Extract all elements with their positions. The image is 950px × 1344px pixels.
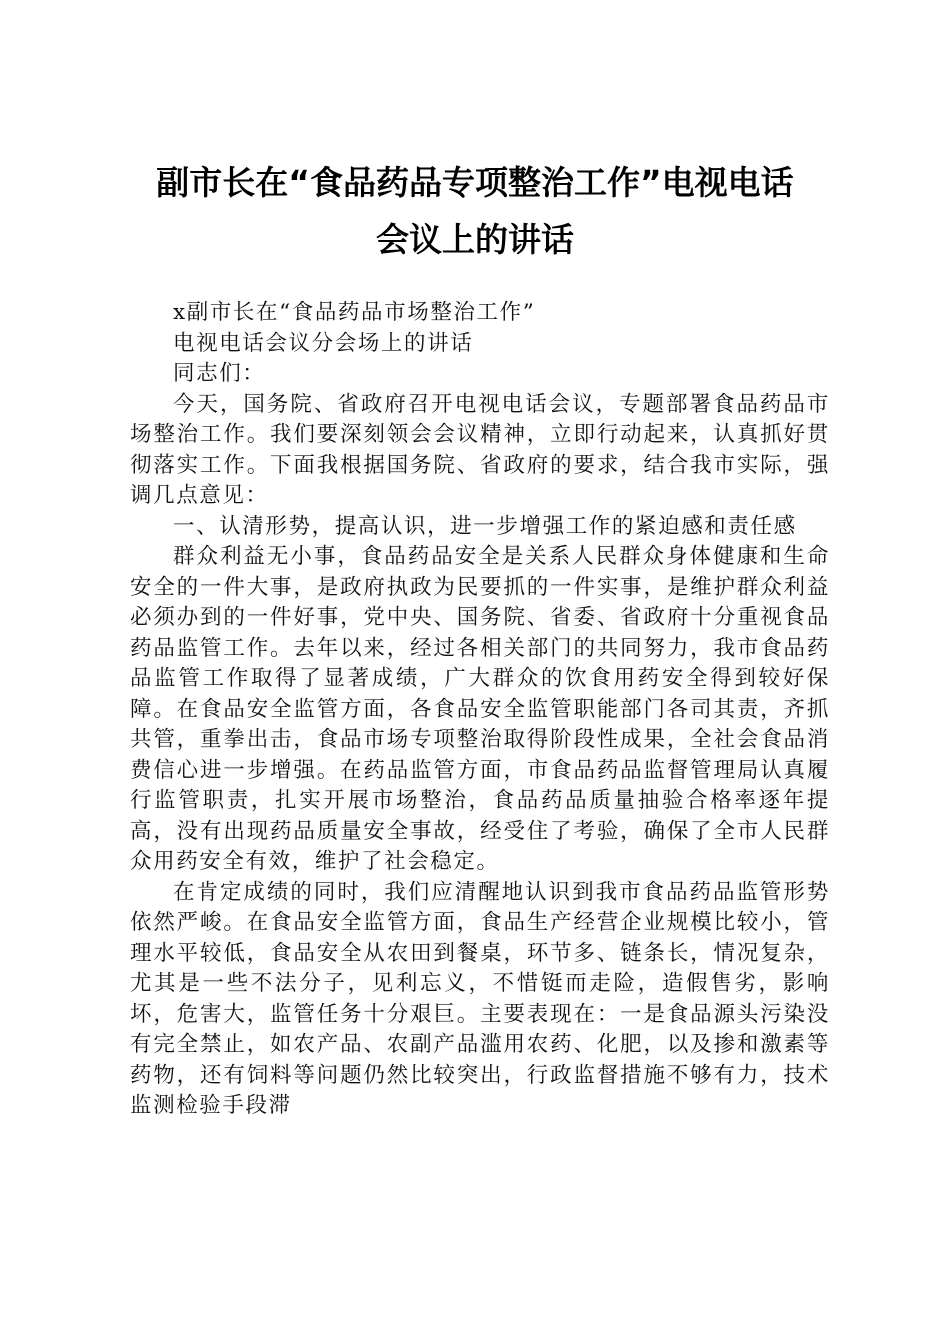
document-title-line2: 会议上的讲话	[376, 220, 574, 259]
document-title-line1: 副市长在“食品药品专项整治工作”电视电话	[156, 163, 794, 202]
subtitle-line1: x副市长在“食品药品市场整治工作”	[173, 300, 536, 325]
section-heading: 一、认清形势，提高认识，进一步增强工作的紧迫感和责任感	[173, 513, 797, 539]
document-body	[130, 298, 830, 1122]
body-paragraph: 在肯定成绩的同时，我们应清醒地认识到我市食品药品监管形势依然严峻。在食品安全监管方面，食品生产经营企业规模比较小，管理水平较低，食品安全从农田到餐桌，环节多、链条长，情况复杂，尤其是一些不法分子，见利忘义，不惜铤而走险，造假售劣，影响坏，危害大，监管任务十分艰巨。主要表现在：一是食品源头污染没有完全禁止，如农产品、农副产品滥用农药、化肥，以及掺和激素等药物，还有饲料等问题仍然比较突出，行政监督措施不够有力，技术监测检验手段滞	[130, 879, 830, 1118]
body-paragraph: 群众利益无小事，食品药品安全是关系人民群众身体健康和生命安全的一件大事，是政府执政为民要抓的一件实事，是维护群众利益必须办到的一件好事，党中央、国务院、省委、省政府十分重视食品药品监管工作。去年以来，经过各相关部门的共同努力，我市食品药品监管工作取得了显著成绩，广大群众的饮食用药安全得到较好保障。在食品安全监管方面，各食品安全监管职能部门各司其责，齐抓共管，重拳出击，食品市场专项整治取得阶段性成果，全社会食品消费信心进一步增强。在药品监管方面，市食品药品监督管理局认真履行监管职责，扎实开展市场整治，食品药品质量抽验合格率逐年提高，没有出现药品质量安全事故，经受住了考验，确保了全市人民群众用药安全有效，维护了社会稳定。	[130, 544, 830, 874]
salutation: 同志们：	[173, 361, 266, 386]
subtitle-line2: 电视电话会议分会场上的讲话	[173, 330, 474, 356]
body-paragraph: 今天，国务院、省政府召开电视电话会议，专题部署食品药品市场整治工作。我们要深刻领会会议精神，立即行动起来，认真抓好贯彻落实工作。下面我根据国务院、省政府的要求，结合我市实际，强调几点意见：	[130, 391, 830, 508]
